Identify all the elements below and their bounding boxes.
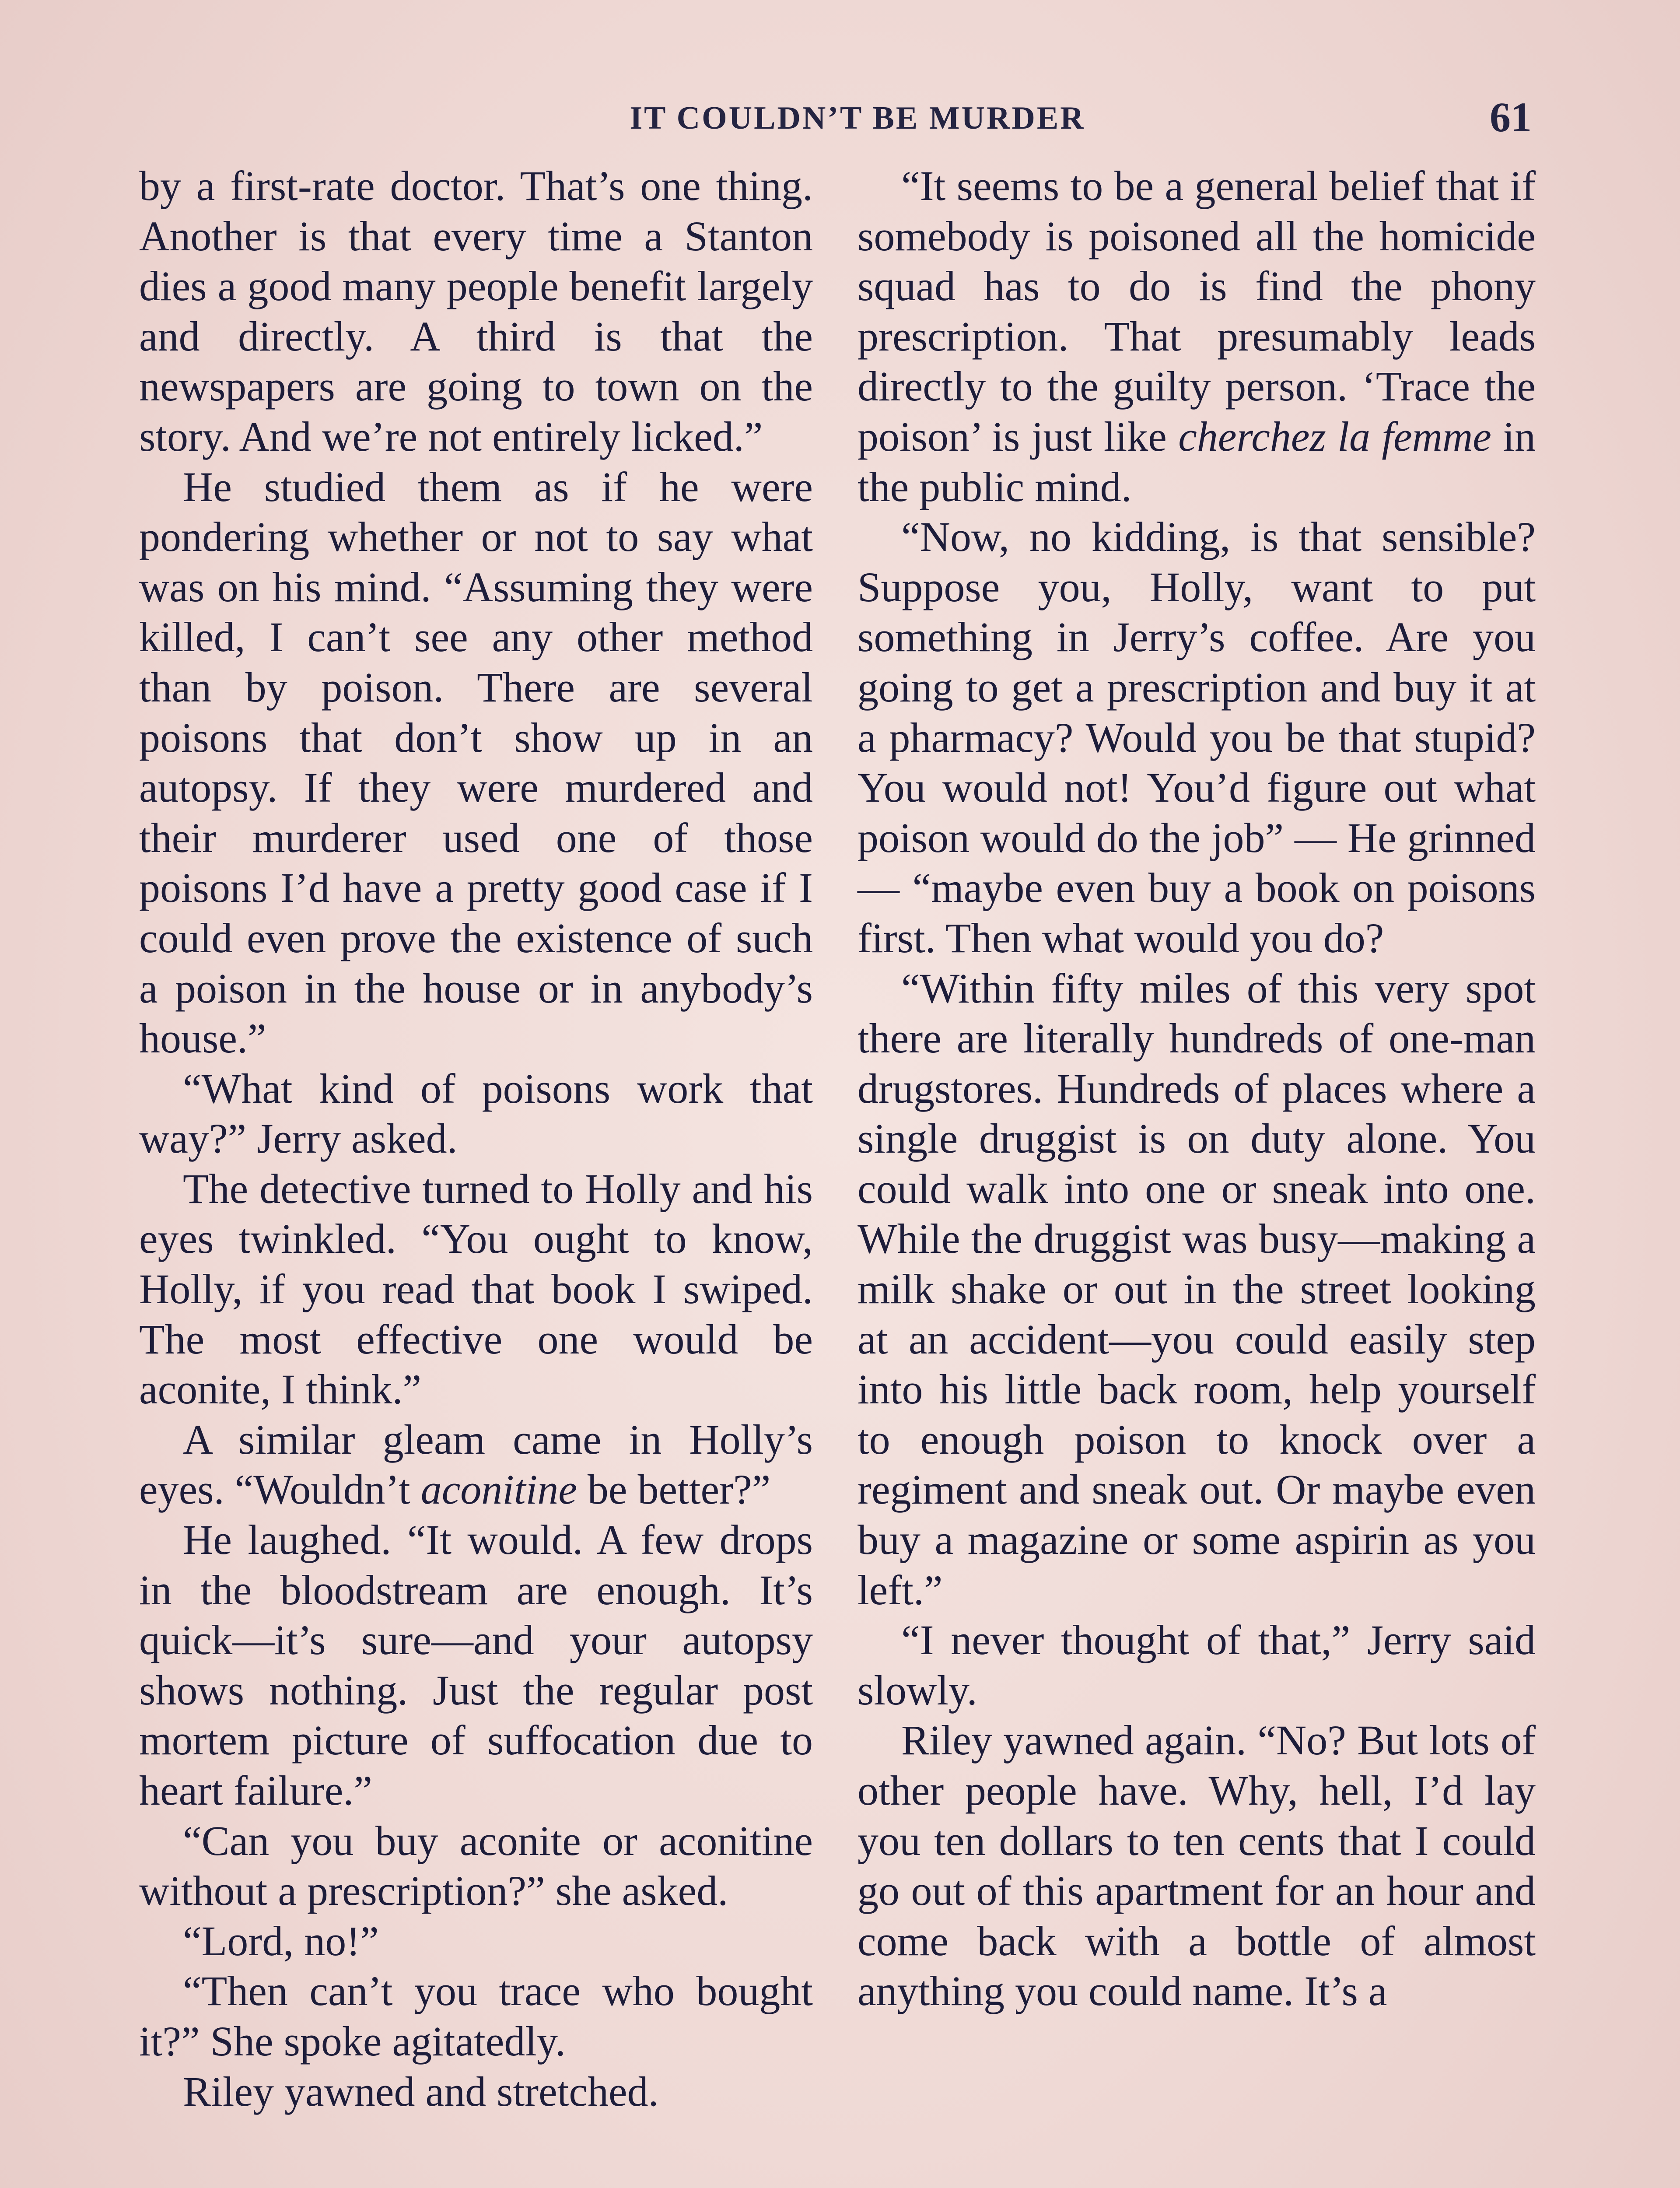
paragraph: The detective turned to Holly and his eyes twinkled. “You ought to know, Holly, if you read that book I swiped. The most effective one would be aconite, I think.” — [139, 1165, 813, 1413]
page-number: 61 — [1490, 94, 1532, 140]
text-run: in the public mind. — [858, 413, 1536, 510]
paragraph: “Lord, no!” — [183, 1917, 379, 1964]
italic-text: cherchez la femme — [1178, 413, 1491, 460]
paragraph: “Can you buy aconite or aconitine without a prescription?” she asked. — [139, 1817, 813, 1914]
paragraph: He laughed. “It would. A few drops in the bloodstream are enough. It’s quick—it’s sure—and your autopsy shows nothing. Just the regular post mortem picture of suffocation due to heart failure.” — [139, 1516, 813, 1814]
left-column — [139, 161, 813, 2188]
paragraph — [139, 1415, 813, 1515]
paragraph: Riley yawned and stretched. — [183, 2068, 659, 2115]
paragraph: “What kind of poisons work that way?” Jerry asked. — [139, 1065, 813, 1162]
paragraph: by a first-rate doctor. That’s one thing. Another is that every time a Stanton dies a good many people benefit largely and directly. A third is that the newspapers are going to town on the story. And we’re not entirely licked.” — [139, 162, 813, 460]
italic-text: aconitine — [420, 1466, 577, 1513]
text-run: be better?” — [577, 1466, 771, 1513]
paragraph: “Now, no kidding, is that sensible? Suppose you, Holly, want to put something in Jerry’s coffee. Are you going to get a prescription and buy it at a pharmacy? Would you be that stupid? You would not! You’d figure out what poison would do the job” — He grinned — “maybe even buy a book on poisons first. Then what would you do? — [858, 513, 1536, 961]
running-header: IT COULDN’T BE MURDER — [630, 100, 1085, 136]
text-run: “It seems to be a general belief that if somebody is poisoned all the homicide squad has to do is find the phony prescription. That presumably leads directly to the guilty person. ‘Trace the poison’ is just like — [858, 162, 1536, 460]
paragraph: He studied them as if he were pondering whether or not to say what was on his mind. “Assuming they were killed, I can’t see any other method than by poison. There are several poisons that don’t show up in an autopsy. If they were murdered and their murderer used one of those poisons I’d have a pretty good case if I could even prove the existence of such a poison in the house or in anybody’s house.” — [139, 463, 813, 1062]
paragraph — [858, 161, 1536, 512]
paragraph: “Then can’t you trace who bought it?” She spoke agitatedly. — [139, 1967, 813, 2065]
text-run: A similar gleam came in Holly’s eyes. “Wouldn’t — [139, 1416, 813, 1513]
paragraph: Riley yawned again. “No? But lots of other people have. Why, hell, I’d lay you ten dollars to ten cents that I could go out of this apartment for an hour and come back with a bottle of almost anything you could name. It’s a — [858, 1717, 1536, 2015]
right-column — [858, 161, 1536, 2188]
paragraph: “Within fifty miles of this very spot there are literally hundreds of one-man drugstores. Hundreds of places where a single druggist is on duty alone. You could walk into one or sneak into one. While the druggist was busy—making a milk shake or out in the street looking at an accident—you could easily step into his little back room, help yourself to enough poison to knock over a regiment and sneak out. Or maybe even buy a magazine or some aspirin as you left.” — [858, 964, 1536, 1613]
paragraph: “I never thought of that,” Jerry said slowly. — [858, 1616, 1536, 1714]
